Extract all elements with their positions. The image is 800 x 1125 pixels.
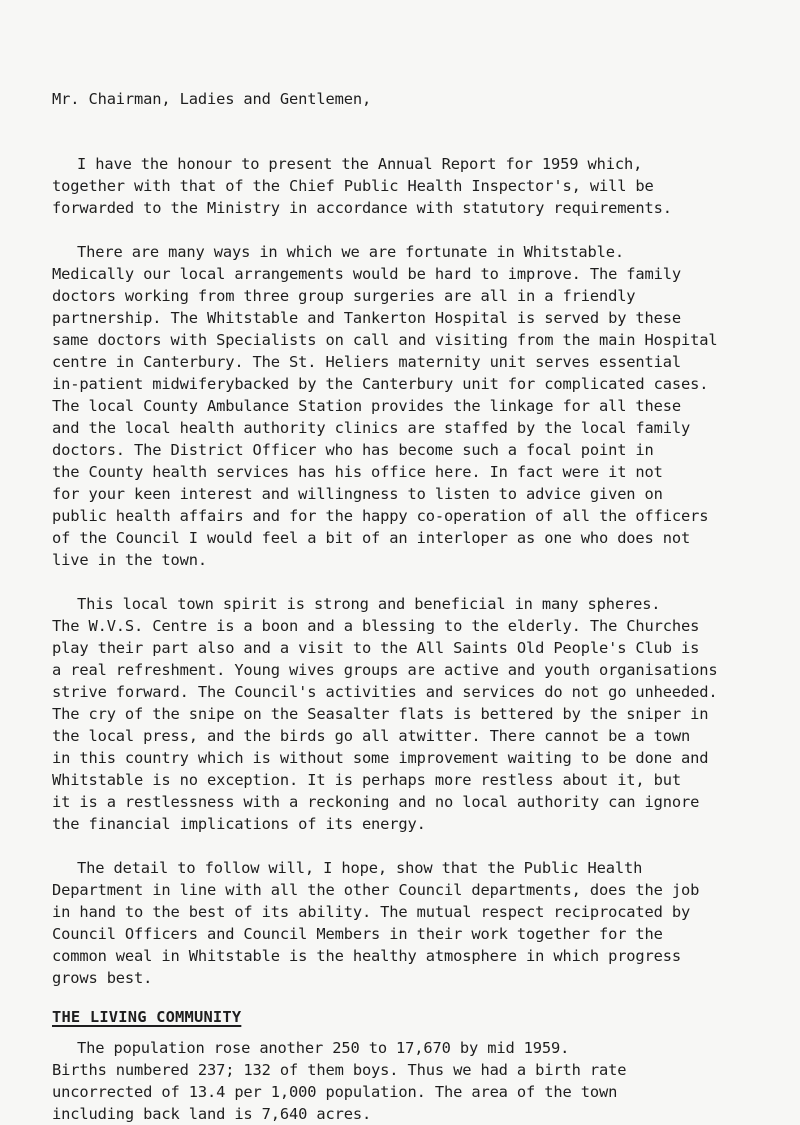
paragraph-line: The W.V.S. Centre is a boon and a blessing to the elderly. The Churches <box>52 617 700 635</box>
paragraph-line: Council Officers and Council Members in their work together for the <box>52 925 663 943</box>
paragraph-line: public health affairs and for the happy co-operation of all the officers <box>52 507 709 525</box>
paragraph-line: in-patient midwiferybacked by the Canterbury unit for complicated cases. <box>52 375 709 393</box>
paragraph-line: The population rose another 250 to 17,670 by mid 1959. <box>77 1039 570 1057</box>
paragraph-line: partnership. The Whitstable and Tankerton Hospital is served by these <box>52 309 682 327</box>
paragraph-line: including back land is 7,640 acres. <box>52 1105 372 1123</box>
paragraph-line: of the Council I would feel a bit of an interloper as one who does not <box>52 529 691 547</box>
section-heading: THE LIVING COMMUNITY <box>52 1008 242 1026</box>
paragraph-line: doctors. The District Officer who has become such a focal point in <box>52 441 654 459</box>
paragraph-line: This local town spirit is strong and beneficial in many spheres. <box>77 595 661 613</box>
paragraph-line: same doctors with Specialists on call and visiting from the main Hospital <box>52 331 718 349</box>
paragraph-line: The cry of the snipe on the Seasalter flats is bettered by the sniper in <box>52 705 709 723</box>
intro-line: forwarded to the Ministry in accordance with statutory requirements. <box>52 199 672 217</box>
paragraph-line: play their part also and a visit to the All Saints Old People's Club is <box>52 639 700 657</box>
paragraph-line: strive forward. The Council's activities and services do not go unheeded. <box>52 683 718 701</box>
paragraph-line: in this country which is without some improvement waiting to be done and <box>52 749 709 767</box>
paragraph-line: Births numbered 237; 132 of them boys. Thus we had a birth rate <box>52 1061 627 1079</box>
paragraph-line: the financial implications of its energy. <box>52 815 426 833</box>
paragraph-line: the County health services has his office here. In fact were it not <box>52 463 663 481</box>
paragraph-line: for your keen interest and willingness to listen to advice given on <box>52 485 663 503</box>
paragraph-line: the local press, and the birds go all atwitter. There cannot be a town <box>52 727 691 745</box>
paragraph-line: it is a restlessness with a reckoning and no local authority can ignore <box>52 793 700 811</box>
paragraph-line: There are many ways in which we are fortunate in Whitstable. <box>77 243 624 261</box>
paragraph-line: uncorrected of 13.4 per 1,000 population. The area of the town <box>52 1083 618 1101</box>
paragraph-line: Medically our local arrangements would be hard to improve. The family <box>52 265 682 283</box>
paragraph-line: common weal in Whitstable is the healthy atmosphere in which progress <box>52 947 682 965</box>
paragraph-line: Whitstable is no exception. It is perhaps more restless about it, but <box>52 771 682 789</box>
paragraph-line: grows best. <box>52 969 153 987</box>
paragraph-line: Department in line with all the other Council departments, does the job <box>52 881 700 899</box>
intro-line: I have the honour to present the Annual Report for 1959 which, <box>77 155 643 173</box>
paragraph-line: a real refreshment. Young wives groups are active and youth organisations <box>52 661 718 679</box>
paragraph-line: live in the town. <box>52 551 207 569</box>
paragraph-line: and the local health authority clinics are staffed by the local family <box>52 419 691 437</box>
paragraph-line: doctors working from three group surgeries are all in a friendly <box>52 287 636 305</box>
salutation: Mr. Chairman, Ladies and Gentlemen, <box>52 90 372 108</box>
intro-line: together with that of the Chief Public Health Inspector's, will be <box>52 177 654 195</box>
paragraph-line: The detail to follow will, I hope, show that the Public Health <box>77 859 643 877</box>
paragraph-line: in hand to the best of its ability. The mutual respect reciprocated by <box>52 903 691 921</box>
paragraph-line: centre in Canterbury. The St. Heliers maternity unit serves essential <box>52 353 682 371</box>
paragraph-line: The local County Ambulance Station provides the linkage for all these <box>52 397 682 415</box>
